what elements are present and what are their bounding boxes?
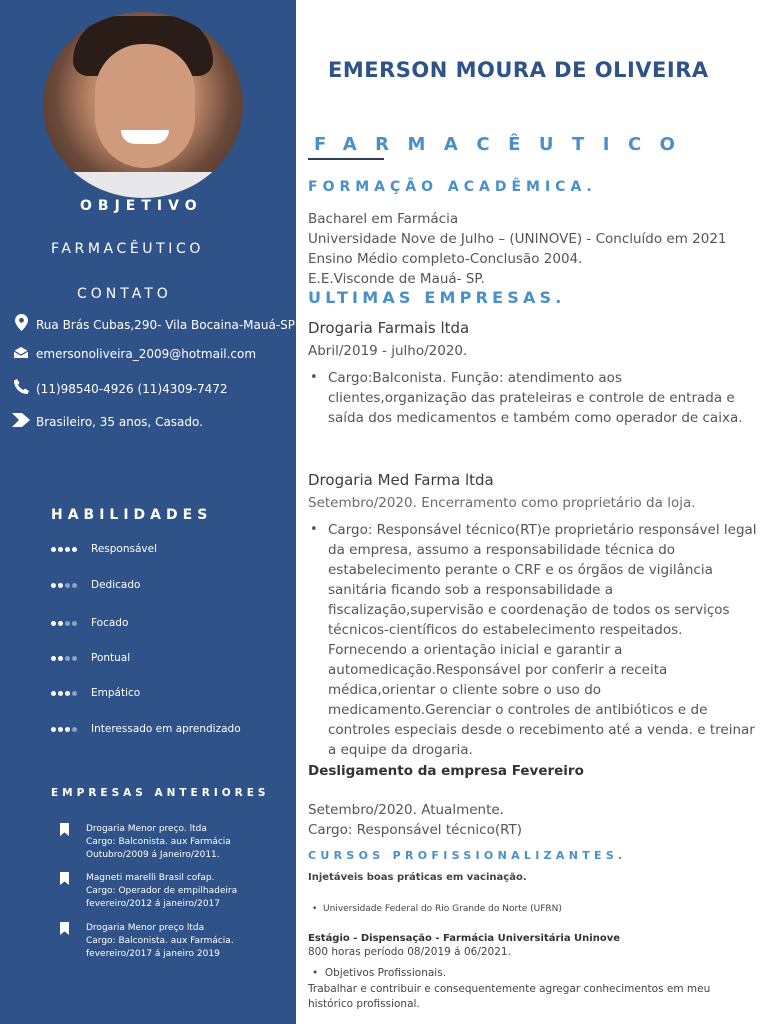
- formacao-line: E.E.Visconde de Mauá- SP.: [308, 271, 485, 287]
- curso-name: Injetáveis boas práticas em vacinação.: [308, 872, 527, 883]
- contact-address: [12, 314, 295, 335]
- contact-personal-text: Brasileiro, 35 anos, Casado.: [36, 415, 203, 429]
- estagio-title: Estágio - Dispensação - Farmácia Universitária Uninove: [308, 933, 621, 944]
- previous-company-role: Cargo: Operador de empilhadeira: [86, 886, 238, 896]
- arrow-right-icon: [12, 413, 30, 431]
- skill-dot: [72, 656, 77, 661]
- skill-item: [51, 617, 128, 629]
- skill-dot: [51, 691, 56, 696]
- skill-item: [51, 579, 140, 591]
- job-role: Cargo: Responsável técnico(RT): [308, 822, 523, 838]
- curso-institution: • Universidade Federal do Rio Grande do Norte (UFRN): [312, 904, 562, 914]
- skill-dot: [51, 656, 56, 661]
- skill-dot: [65, 583, 70, 588]
- job-company: Drogaria Farmais ltda: [308, 319, 470, 337]
- sidebar: [0, 0, 296, 1024]
- objetivos-title: • Objetivos Profissionais.: [312, 967, 447, 979]
- bullet-icon: •: [310, 522, 318, 537]
- skill-level-dots: [51, 691, 77, 696]
- bullet-icon: •: [312, 967, 325, 979]
- cursos-heading: CURSOS PROFISSIONALIZANTES.: [308, 849, 627, 862]
- skill-dot: [72, 727, 77, 732]
- empresas-anteriores-heading: EMPRESAS ANTERIORES: [51, 787, 270, 799]
- skill-dot: [51, 547, 56, 552]
- skill-level-dots: [51, 656, 77, 661]
- job-period: Setembro/2020. Encerramento como proprietário da loja.: [308, 495, 696, 511]
- skill-dot: [72, 547, 77, 552]
- contato-heading: CONTATO: [77, 286, 172, 302]
- formacao-line: Bacharel em Farmácia: [308, 211, 459, 227]
- objetivo-text: FARMACÊUTICO: [51, 241, 205, 257]
- skill-dot: [58, 621, 63, 626]
- objetivos-line: histórico profissional.: [308, 998, 420, 1010]
- skill-dot: [65, 727, 70, 732]
- previous-company-name: Drogaria Menor preço. ltda: [86, 824, 207, 834]
- skill-level-dots: [51, 583, 77, 588]
- contact-personal: [12, 413, 203, 431]
- skill-dot: [65, 621, 70, 626]
- skill-dot: [58, 656, 63, 661]
- map-pin-icon: [12, 314, 30, 335]
- bookmark-icon: [60, 922, 69, 935]
- skill-level-dots: [51, 621, 77, 626]
- ultimas-empresas-heading: ULTIMAS EMPRESAS.: [308, 288, 566, 307]
- previous-company-role: Cargo: Balconista. aux Farmácia: [86, 837, 231, 847]
- email-icon: [12, 346, 30, 362]
- job-description: [310, 368, 760, 428]
- formacao-heading: FORMAÇÃO ACADÊMICA.: [308, 179, 597, 195]
- skill-label: Responsável: [91, 543, 157, 555]
- phone-icon: [12, 379, 30, 398]
- objetivo-heading: OBJETIVO: [80, 198, 203, 214]
- bullet-icon: •: [312, 904, 324, 914]
- skill-dot: [65, 691, 70, 696]
- skill-dot: [58, 691, 63, 696]
- objetivos-line: Trabalhar e contribuir e consequentemente agregar conhecimentos em meu: [308, 983, 711, 995]
- skill-dot: [51, 621, 56, 626]
- contact-phone-text: (11)98540-4926 (11)4309-7472: [36, 381, 228, 396]
- formacao-line: Universidade Nove de Julho – (UNINOVE) - Concluído em 2021: [308, 231, 727, 247]
- estagio-hours: 800 horas período 08/2019 á 06/2021.: [308, 946, 511, 958]
- skill-dot: [58, 727, 63, 732]
- skill-level-dots: [51, 727, 77, 732]
- skill-level-dots: [51, 547, 77, 552]
- job-description-text: Cargo: Responsável técnico(RT)e proprietário responsável legal da empresa, assumo a responsabilidade técnica do estabelecimento perante o CRF e os órgãos de vigilância sanitária ficando sob a responsabilidade a fiscalização,supervisão e coordenação de todos os serviços técnicos-científicos do estabelecimento respeitados. Fornecendo a orientação inicial e garantir a automedicação.Responsável por conferir a receita médica,orientar o cliente sobre o uso do medicamento.Gerenciar o controles de antibióticos e de controles especiais desde o recebimento até a venda. e treinar a equipe da drogaria.: [328, 522, 757, 758]
- job-period: Setembro/2020. Atualmente.: [308, 802, 504, 818]
- skill-label: Pontual: [91, 652, 131, 664]
- candidate-name: EMERSON MOURA DE OLIVEIRA: [328, 58, 709, 82]
- contact-address-text: Rua Brás Cubas,290- Vila Bocaina-Mauá-SP: [36, 317, 296, 332]
- skill-item: [51, 652, 130, 664]
- contact-email: [12, 346, 256, 362]
- job-period: Abril/2019 - julho/2020.: [308, 343, 468, 359]
- job-description-text: Cargo:Balconista. Função: atendimento aos clientes,organização das prateleiras e controle de entrada e saída dos medicamentos e também como operador de caixa.: [328, 370, 743, 426]
- job-description: [310, 520, 760, 760]
- previous-company-period: fevereiro/2012 á janeiro/2017: [86, 899, 220, 909]
- skill-dot: [65, 656, 70, 661]
- skill-label: Focado: [91, 617, 129, 629]
- skill-dot: [58, 583, 63, 588]
- skill-dot: [72, 583, 77, 588]
- skill-dot: [51, 583, 56, 588]
- skill-dot: [72, 691, 77, 696]
- skill-label: Empático: [91, 687, 141, 699]
- skill-item: [51, 723, 241, 735]
- skill-item: [51, 543, 157, 555]
- previous-company-name: Drogaria Menor preço ltda: [86, 923, 205, 933]
- skill-label: Interessado em aprendizado: [91, 723, 241, 735]
- previous-company-role: Cargo: Balconista. aux Farmácia.: [86, 936, 234, 946]
- previous-company-name: Magneti marelli Brasil cofap.: [86, 873, 215, 883]
- skill-label: Dedicado: [91, 579, 141, 591]
- formacao-line: Ensino Médio completo-Conclusão 2004.: [308, 251, 583, 267]
- bullet-icon: •: [310, 370, 318, 385]
- role-underline: [308, 158, 384, 160]
- previous-company-period: fevereiro/2017 á janeiro 2019: [86, 949, 220, 959]
- skill-dot: [51, 727, 56, 732]
- skill-item: [51, 687, 140, 699]
- desligamento-text: Desligamento da empresa Fevereiro: [308, 763, 584, 779]
- previous-company-period: Outubro/2009 á Janeiro/2011.: [86, 850, 220, 860]
- contact-phone: [12, 379, 228, 398]
- profile-photo: [43, 12, 243, 198]
- habilidades-heading: HABILIDADES: [51, 507, 213, 523]
- contact-email-text[interactable]: emersonoliveira_2009@hotmail.com: [36, 347, 257, 361]
- skill-dot: [65, 547, 70, 552]
- bookmark-icon: [60, 823, 69, 836]
- candidate-role: FARMACÊUTICO: [314, 134, 694, 155]
- skill-dot: [72, 621, 77, 626]
- skill-dot: [58, 547, 63, 552]
- bookmark-icon: [60, 872, 69, 885]
- job-company: Drogaria Med Farma ltda: [308, 471, 494, 489]
